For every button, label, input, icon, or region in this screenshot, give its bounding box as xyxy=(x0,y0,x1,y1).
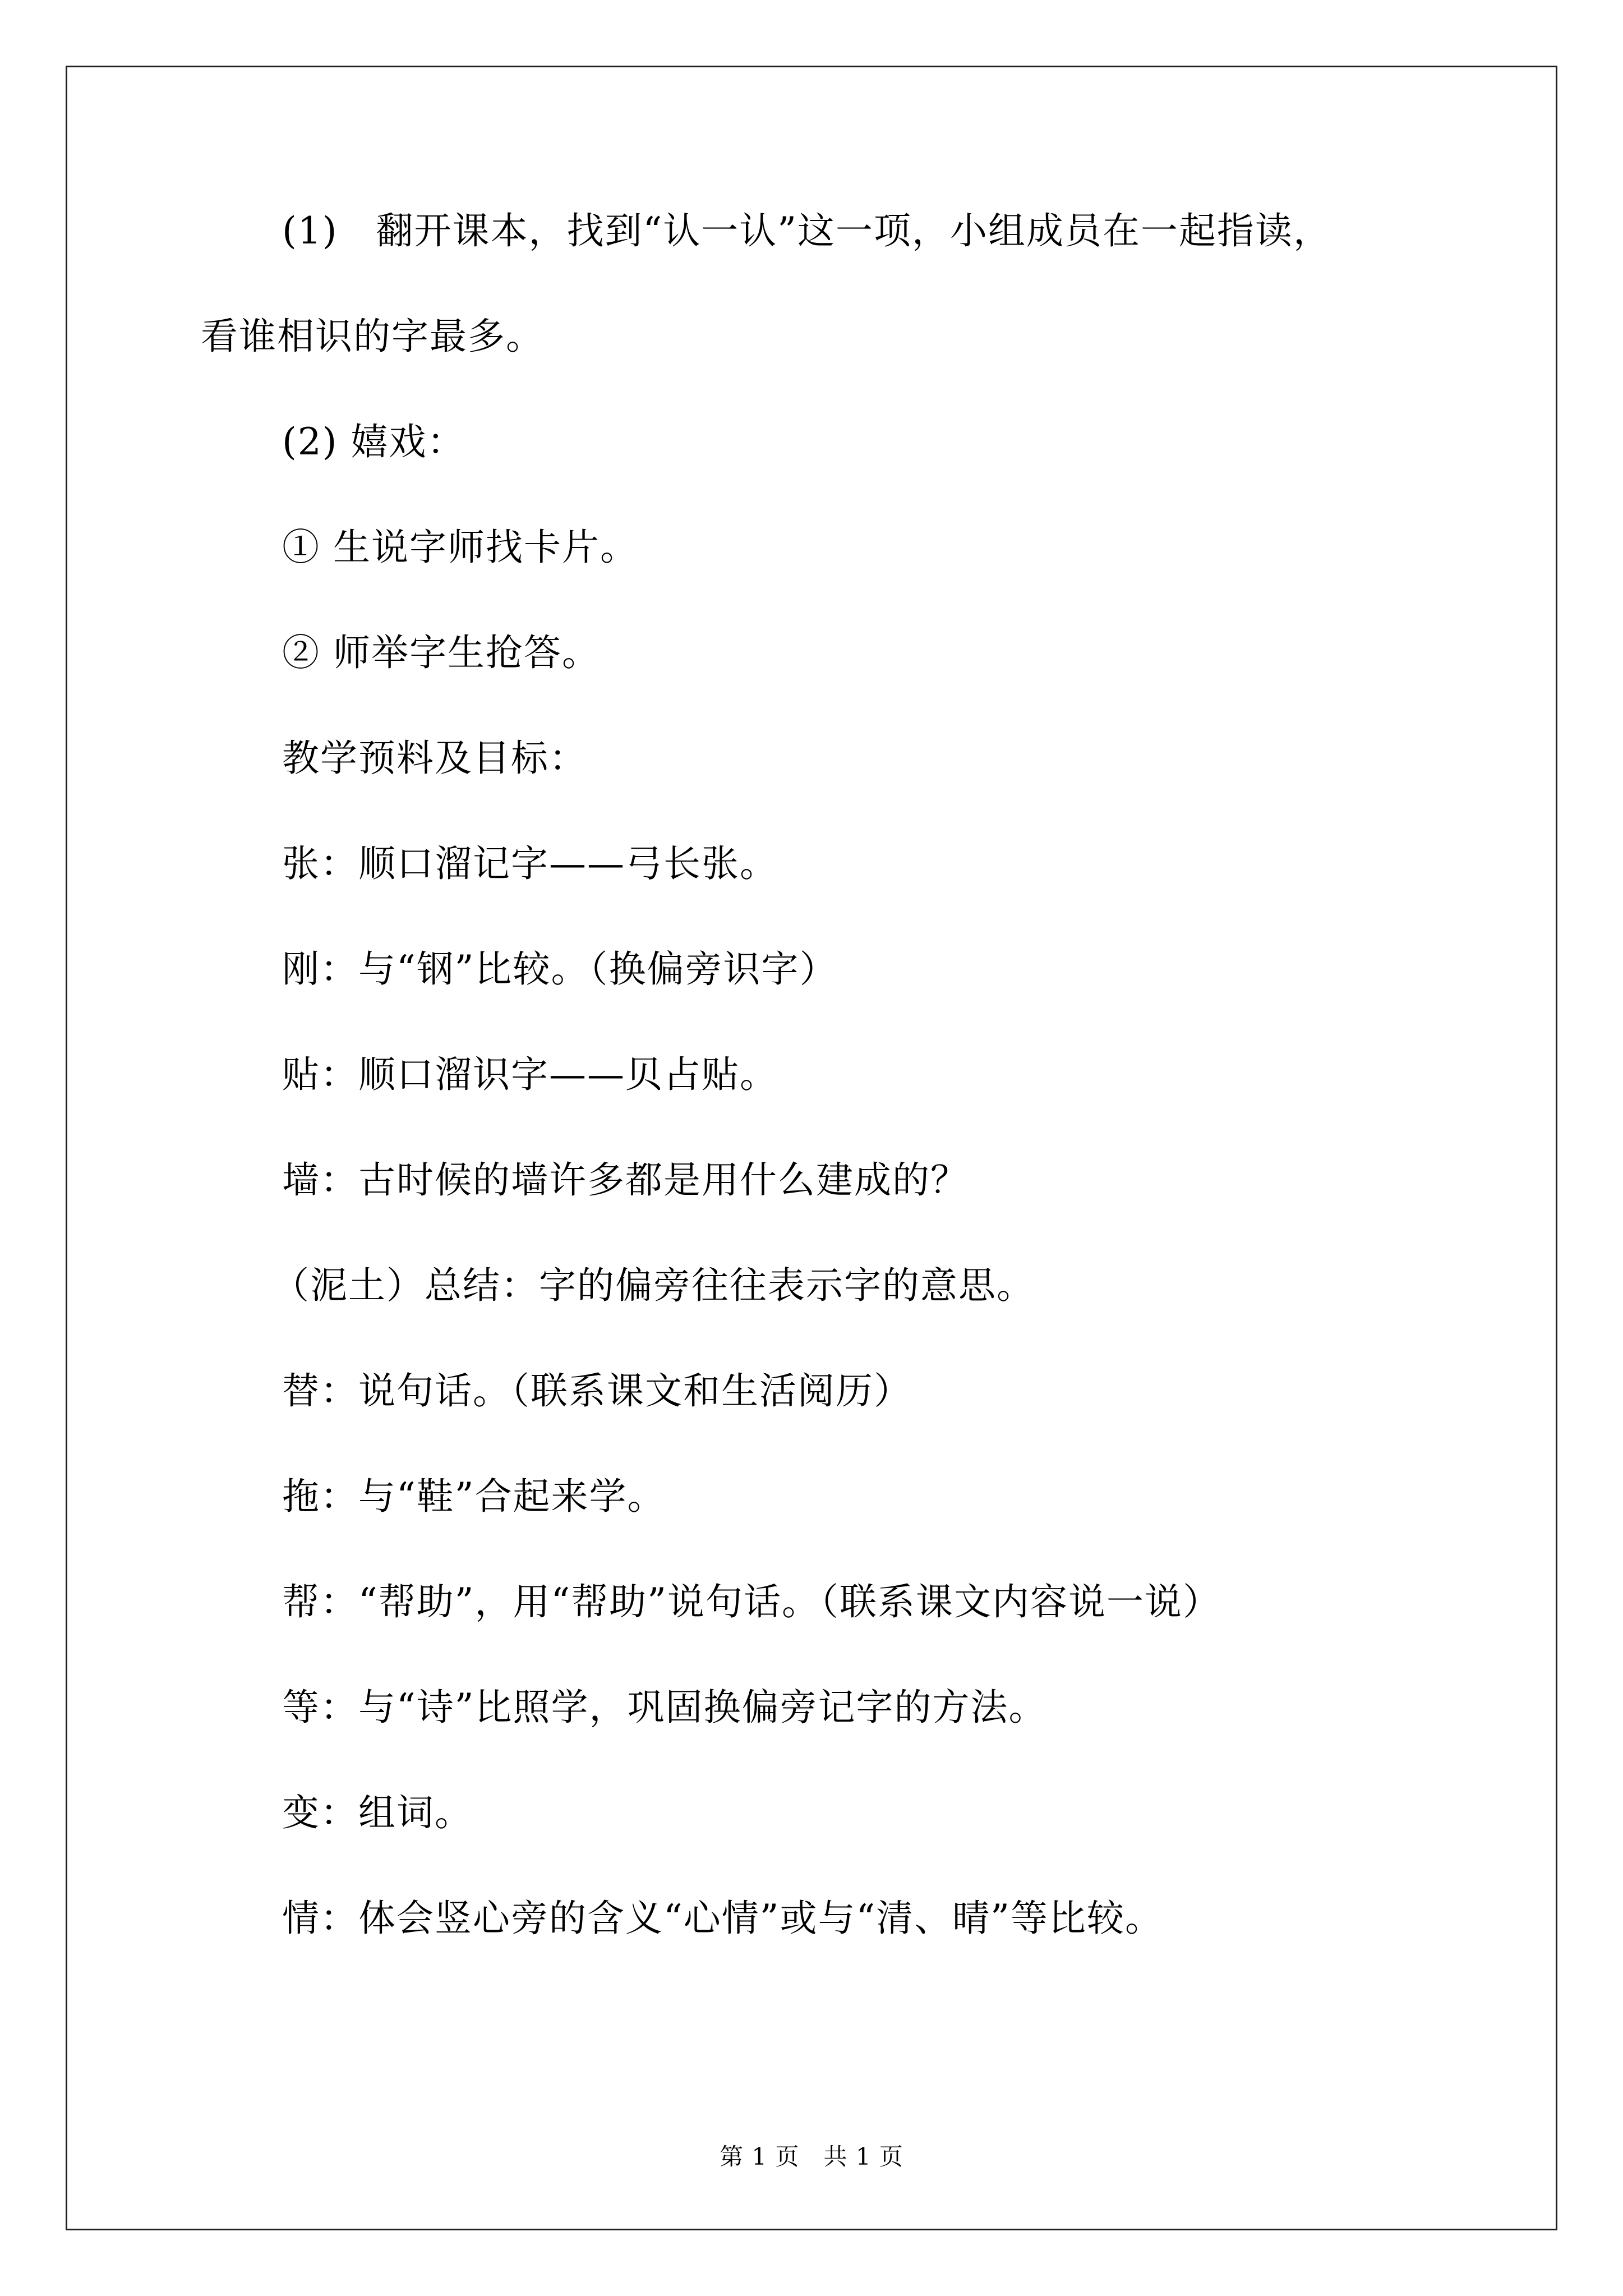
paragraph-12: 拖：与“鞋”合起来学。 xyxy=(282,1475,666,1518)
paragraph-14: 等：与“诗”比照学，巩固换偏旁记字的方法。 xyxy=(282,1686,1047,1729)
paragraph-1: (1) 翻开课本，找到“认一认”这一项，小组成员在一起指读， xyxy=(282,209,1331,252)
page-frame xyxy=(66,66,1557,2230)
document-body xyxy=(67,67,1556,2229)
paragraph-4: ② 师举字生抢答。 xyxy=(282,631,600,674)
paragraph-11: 替：说句话。（联系课文和生活阅历） xyxy=(282,1369,912,1412)
paragraph-1-continuation: 看谁相识的字最多。 xyxy=(201,315,544,358)
paragraph-8: 贴：顺口溜识字——贝占贴。 xyxy=(282,1053,778,1096)
paragraph-9: 墙：古时候的墙许多都是用什么建成的？ xyxy=(282,1158,969,1202)
page-footer: 第 1 页 共 1 页 xyxy=(720,2143,903,2170)
paragraph-13: 帮：“帮助”，用“帮助”说句话。（联系课文内容说一说） xyxy=(282,1580,1221,1623)
paragraph-10: （泥土）总结：字的偏旁往往表示字的意思。 xyxy=(272,1264,1035,1307)
paragraph-16: 情：体会竖心旁的含义“心情”或与“清、晴”等比较。 xyxy=(282,1897,1163,1940)
paragraph-2: (2) 嬉戏： xyxy=(282,420,465,463)
paragraph-15: 变：组词。 xyxy=(282,1791,473,1834)
paragraph-3: ① 生说字师找卡片。 xyxy=(282,526,638,569)
paragraph-7: 刚：与“钢”比较。（换偏旁识字） xyxy=(282,947,838,991)
paragraph-6: 张：顺口溜记字——弓长张。 xyxy=(282,842,778,885)
paragraph-5: 教学预料及目标： xyxy=(282,737,587,780)
